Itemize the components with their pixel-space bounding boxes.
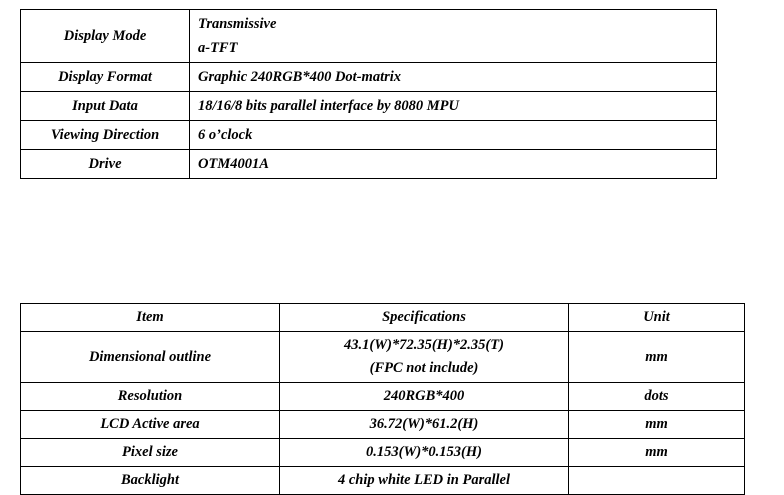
row-unit-lcd-active-area: mm xyxy=(569,411,745,439)
row-item-backlight: Backlight xyxy=(21,467,280,495)
row-spec-resolution: 240RGB*400 xyxy=(280,383,569,411)
table-row xyxy=(21,411,745,439)
row-unit-resolution: dots xyxy=(569,383,745,411)
column-header-unit: Unit xyxy=(569,304,745,332)
row-spec-dimensional-outline-line2: (FPC not include) xyxy=(280,357,569,383)
row-item-lcd-active-area: LCD Active area xyxy=(21,411,280,439)
row-value-display-format: Graphic 240RGB*400 Dot-matrix xyxy=(190,63,717,92)
row-value-display-mode-line1: Transmissive xyxy=(190,10,717,37)
table-row xyxy=(21,467,745,495)
table-row xyxy=(21,383,745,411)
row-label-display-mode: Display Mode xyxy=(21,10,190,63)
table-row xyxy=(21,121,717,150)
row-unit-backlight xyxy=(569,467,745,495)
row-spec-lcd-active-area: 36.72(W)*61.2(H) xyxy=(280,411,569,439)
row-spec-backlight: 4 chip white LED in Parallel xyxy=(280,467,569,495)
row-value-viewing-direction: 6 o’clock xyxy=(190,121,717,150)
row-item-resolution: Resolution xyxy=(21,383,280,411)
table-row xyxy=(21,150,717,179)
row-unit-dimensional-outline: mm xyxy=(569,332,745,383)
row-item-dimensional-outline: Dimensional outline xyxy=(21,332,280,383)
row-label-input-data: Input Data xyxy=(21,92,190,121)
row-label-display-format: Display Format xyxy=(21,63,190,92)
row-value-input-data: 18/16/8 bits parallel interface by 8080 MPU xyxy=(190,92,717,121)
table-row xyxy=(21,10,717,37)
mechanical-specification-table xyxy=(20,303,745,495)
column-header-specifications: Specifications xyxy=(280,304,569,332)
row-value-display-mode-line2: a-TFT xyxy=(190,36,717,63)
row-label-viewing-direction: Viewing Direction xyxy=(21,121,190,150)
row-label-drive: Drive xyxy=(21,150,190,179)
row-spec-pixel-size: 0.153(W)*0.153(H) xyxy=(280,439,569,467)
row-value-drive: OTM4001A xyxy=(190,150,717,179)
row-unit-pixel-size: mm xyxy=(569,439,745,467)
table-row xyxy=(21,332,745,358)
table-row xyxy=(21,92,717,121)
table-header-row xyxy=(21,304,745,332)
display-specification-table xyxy=(20,9,717,179)
table-row xyxy=(21,63,717,92)
table-row xyxy=(21,439,745,467)
row-spec-dimensional-outline-line1: 43.1(W)*72.35(H)*2.35(T) xyxy=(280,332,569,358)
row-item-pixel-size: Pixel size xyxy=(21,439,280,467)
column-header-item: Item xyxy=(21,304,280,332)
